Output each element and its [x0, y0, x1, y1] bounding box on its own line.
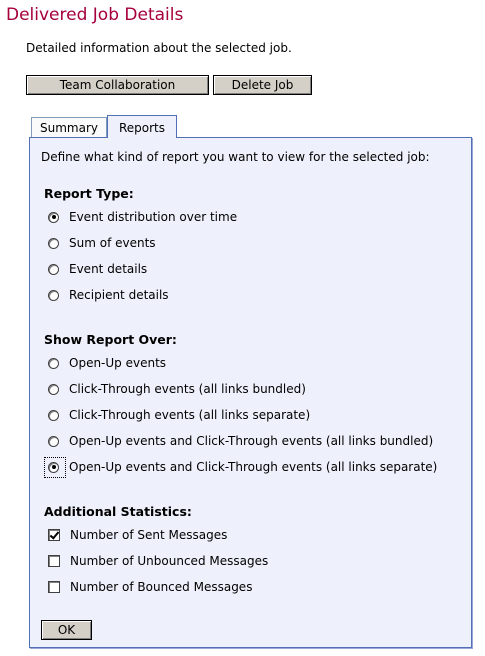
tab-reports[interactable]: Reports: [107, 115, 177, 138]
report-type-title: Report Type:: [44, 186, 134, 201]
option-label: Click-Through events (all links separate): [69, 408, 311, 422]
radio-button[interactable]: [48, 436, 59, 447]
ok-button[interactable]: OK: [41, 620, 92, 640]
option-label: Event details: [69, 262, 148, 276]
show-over-option-open-up-click-bundled[interactable]: [48, 433, 433, 449]
panel-intro: Define what kind of report you want to view for the selected job:: [41, 150, 430, 164]
report-type-option-sum-of-events[interactable]: [48, 235, 156, 251]
stat-option-bounced-messages[interactable]: [48, 579, 252, 595]
delete-job-button[interactable]: Delete Job: [213, 75, 312, 95]
checkbox[interactable]: [48, 581, 60, 593]
option-label: Recipient details: [69, 288, 169, 302]
radio-button[interactable]: [48, 384, 59, 395]
radio-button[interactable]: [48, 238, 59, 249]
radio-button[interactable]: [48, 358, 59, 369]
show-over-option-click-through-bundled[interactable]: [48, 381, 306, 397]
tab-summary[interactable]: Summary: [31, 117, 107, 138]
show-report-over-title: Show Report Over:: [44, 332, 177, 347]
radio-button[interactable]: [48, 410, 59, 421]
checkbox[interactable]: [48, 529, 60, 541]
show-over-option-open-up[interactable]: [48, 355, 166, 371]
show-over-option-click-through-separate[interactable]: [48, 407, 310, 423]
report-type-option-event-distribution[interactable]: [48, 209, 237, 225]
show-over-option-open-up-click-separate[interactable]: [48, 459, 437, 475]
checkbox[interactable]: [48, 555, 60, 567]
page-description: Detailed information about the selected job.: [26, 41, 292, 55]
option-label: Number of Sent Messages: [70, 528, 228, 542]
radio-button[interactable]: [48, 462, 59, 473]
radio-button[interactable]: [48, 212, 59, 223]
radio-button[interactable]: [48, 264, 59, 275]
stat-option-sent-messages[interactable]: [48, 527, 227, 543]
option-label: Click-Through events (all links bundled): [69, 382, 306, 396]
report-type-option-event-details[interactable]: [48, 261, 147, 277]
option-label: Open-Up events: [69, 356, 167, 370]
page-title: Delivered Job Details: [6, 5, 184, 25]
team-collaboration-button[interactable]: Team Collaboration: [26, 75, 209, 95]
option-label: Number of Bounced Messages: [70, 580, 253, 594]
option-label: Number of Unbounced Messages: [70, 554, 269, 568]
option-label: Open-Up events and Click-Through events (all links separate): [69, 460, 438, 474]
report-type-option-recipient-details[interactable]: [48, 287, 169, 303]
option-label: Event distribution over time: [69, 210, 238, 224]
stat-option-unbounced-messages[interactable]: [48, 553, 268, 569]
option-label: Sum of events: [69, 236, 156, 250]
additional-statistics-title: Additional Statistics:: [44, 504, 192, 519]
radio-button[interactable]: [48, 290, 59, 301]
option-label: Open-Up events and Click-Through events (all links bundled): [69, 434, 434, 448]
